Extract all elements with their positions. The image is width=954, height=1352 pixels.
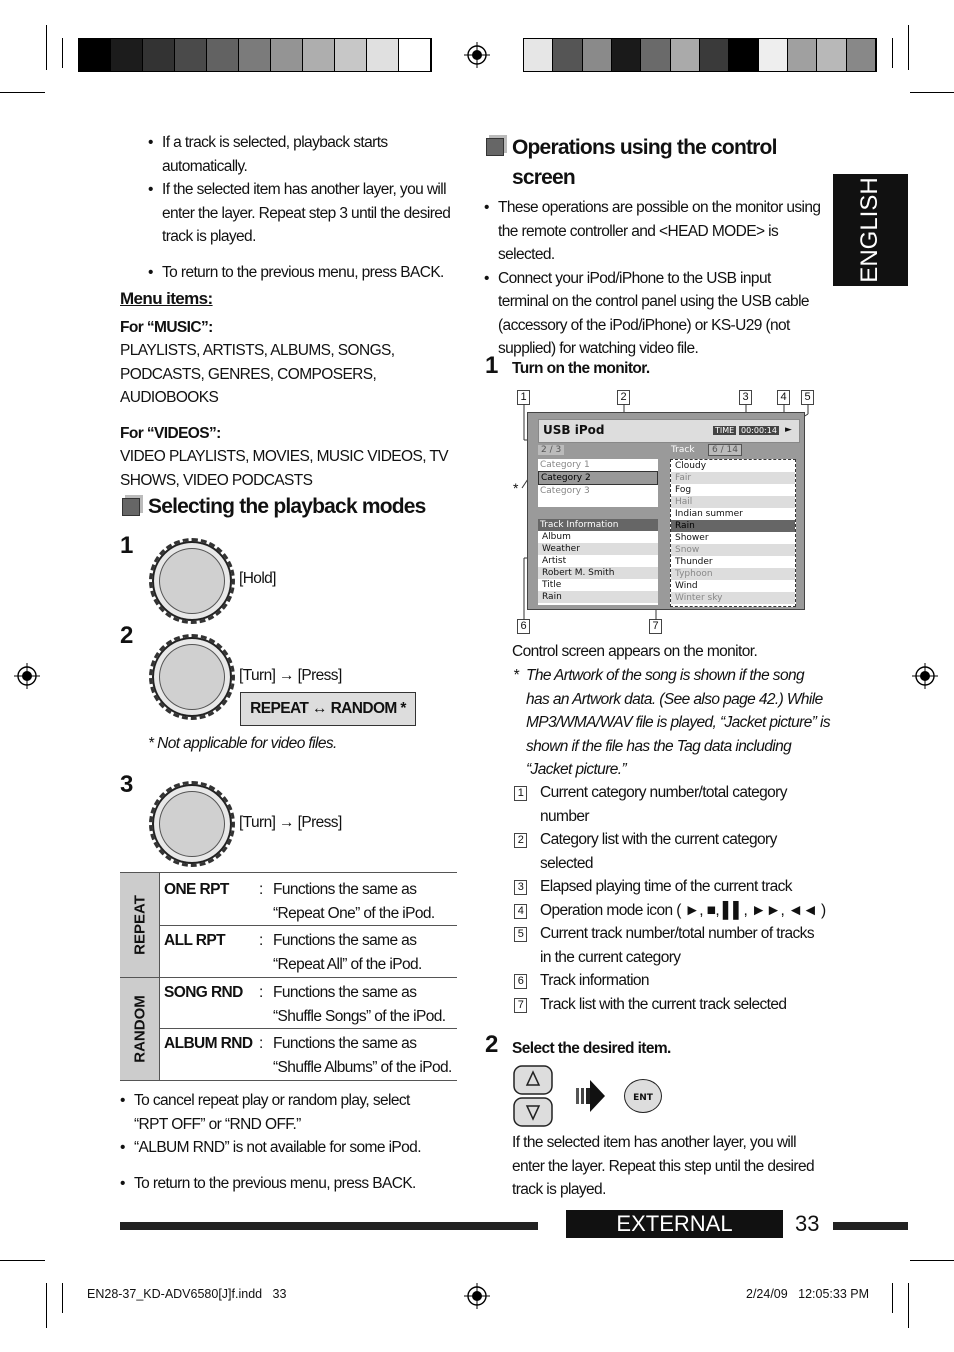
- section-title-control-screen: [486, 133, 806, 193]
- random-group: [120, 978, 159, 1080]
- color-swatch: [847, 39, 876, 71]
- music-items: PLAYLISTS, ARTISTS, ALBUMS, SONGS, PODCASTS, GENRES, COMPOSERS, AUDIOBOOKS: [120, 342, 395, 406]
- registration-mark-icon: [14, 663, 40, 689]
- legend-item: [512, 922, 827, 969]
- color-swatch: [79, 39, 111, 71]
- track-count: 6 / 14: [708, 444, 742, 456]
- category-list: [538, 459, 658, 507]
- up-button-icon: [512, 1064, 554, 1096]
- category-count: 2 / 3: [538, 445, 564, 455]
- step-number: 1: [120, 532, 134, 559]
- callout-number: 7: [649, 619, 662, 634]
- legend-item: [512, 781, 827, 828]
- list-item[interactable]: Category 2: [538, 471, 658, 485]
- track-list-item[interactable]: Fair: [671, 472, 795, 484]
- list-item: Title: [542, 580, 562, 590]
- repeat-group-label: REPEAT: [131, 895, 149, 955]
- mode-desc: Functions the same as “Shuffle Albums” of the iPod.: [273, 1035, 452, 1076]
- color-swatch: [729, 39, 758, 71]
- legend-number: 5: [514, 927, 527, 942]
- print-file: EN28-37_KD-ADV6580[J]f.indd 33: [87, 1287, 287, 1301]
- track-list-item[interactable]: Thunder: [675, 557, 713, 567]
- registration-mark-icon: [464, 42, 490, 68]
- bullet-text: If the selected item has another layer, you will enter the layer. Repeat step 3 until the desired track is played.: [162, 181, 451, 245]
- mode-row: [164, 929, 454, 976]
- track-list-item[interactable]: Hail: [671, 496, 795, 508]
- registration-mark-icon: [912, 663, 938, 689]
- list-item: • These operations are possible on the monitor using the remote controller and <HEAD MODE> is selected.: [484, 199, 821, 263]
- color-swatch: [612, 39, 641, 71]
- list-item: • Connect your iPod/iPhone to the USB input terminal on the control panel using the USB cable (accessory of the iPod/iPhone) or KS-U29 (not supplied) for watching video file.: [484, 269, 809, 357]
- color-swatch: [524, 39, 553, 71]
- mode-colon: :: [259, 932, 263, 949]
- top-bullets: [148, 131, 458, 284]
- mode-name: ONE RPT: [164, 881, 229, 898]
- legend-item: [512, 875, 827, 899]
- random-group-label: RANDOM: [131, 995, 149, 1063]
- legend-text: Current track number/total number of tracks in the current category: [540, 925, 814, 966]
- mode-desc: Functions the same as “Shuffle Songs” of the iPod.: [273, 984, 446, 1025]
- mode-desc: Functions the same as “Repeat One” of the iPod.: [273, 881, 435, 922]
- step-number: 3: [120, 771, 134, 798]
- step-title: Turn on the monitor.: [512, 360, 650, 377]
- color-bar-left: [78, 38, 432, 72]
- color-swatch: [303, 39, 335, 71]
- mode-colon: :: [259, 881, 263, 898]
- legend-text: Track information: [540, 972, 649, 989]
- footer-bar-left: [120, 1222, 538, 1230]
- color-swatch: [239, 39, 271, 71]
- legend-number: 3: [514, 880, 527, 895]
- legend-number: 1: [514, 786, 527, 801]
- list-item[interactable]: Category 3: [540, 486, 590, 496]
- bullet-text: To return to the previous menu, press BACK.: [134, 1174, 416, 1192]
- track-list-item[interactable]: Winter sky: [671, 592, 795, 604]
- control-dial-icon: [152, 784, 232, 864]
- callout-number: 5: [801, 390, 814, 405]
- legend-text: Current category number/total category number: [540, 784, 787, 825]
- legend-text: Track list with the current track selected: [540, 995, 787, 1013]
- time-label: TIME: [715, 426, 735, 435]
- final-text: If the selected item has another layer, you will enter the layer. Repeat this step until the desired track is played.: [512, 1134, 814, 1198]
- page-number: 33: [795, 1211, 820, 1236]
- legend-item: [512, 993, 827, 1017]
- play-mode-icon: ►: [785, 425, 792, 435]
- control-dial-icon: [152, 637, 232, 717]
- track-list-item[interactable]: Shower: [675, 533, 709, 543]
- list-item: • If the selected item has another layer, you will enter the layer. Repeat step 3 until the desired track is played.: [148, 181, 451, 245]
- modes-table: [120, 872, 457, 1081]
- arrow-right-icon: [574, 1076, 606, 1116]
- control-screen-bullets: [484, 196, 824, 361]
- artwork-note-text: The Artwork of the song is shown if the song has an Artwork data. (See also page 42.) While MP3/WMA/WAV file is played, “Jacket picture” is shown if the file has the Tag data including “Jacket picture.”: [526, 667, 830, 778]
- bullet-text: These operations are possible on the monitor using the remote controller and <HEAD MODE> is selected.: [498, 199, 821, 263]
- screen-header: [538, 419, 800, 443]
- callout-number: 2: [617, 390, 630, 405]
- color-swatch: [271, 39, 303, 71]
- list-item: • If a track is selected, playback starts automatically.: [148, 134, 388, 175]
- track-list-item[interactable]: Fog: [675, 485, 692, 495]
- repeat-random-box: REPEAT ↔ RANDOM *: [240, 692, 416, 726]
- monitor-screen: [527, 412, 805, 610]
- section-title-playback-modes: [122, 495, 426, 519]
- legend-item: [512, 969, 827, 993]
- color-swatch: [553, 39, 582, 71]
- track-info: [538, 519, 658, 605]
- language-tab-label: ENGLISH: [856, 177, 883, 283]
- list-item: Weather: [538, 543, 658, 555]
- control-screen-text: Control screen appears on the monitor.: [512, 643, 758, 660]
- mode-name: ALBUM RND: [164, 1035, 253, 1052]
- color-swatch: [207, 39, 239, 71]
- mode-row: [164, 878, 454, 925]
- step-title: Select the desired item.: [512, 1040, 671, 1057]
- step-number: 1: [485, 352, 499, 379]
- bottom-bullets: [120, 1089, 430, 1195]
- hold-label: [Hold]: [239, 570, 276, 587]
- turn-press-label: [Turn] → [Press]: [239, 667, 342, 684]
- callout-number: 6: [517, 619, 530, 634]
- color-swatch: [583, 39, 612, 71]
- bullet-text: “ALBUM RND” is not available for some iPod.: [134, 1139, 421, 1156]
- color-swatch: [111, 39, 143, 71]
- step-number: 2: [485, 1031, 499, 1058]
- color-swatch: [788, 39, 817, 71]
- callout-number: 1: [517, 390, 530, 405]
- control-dial-icon: [152, 541, 232, 621]
- track-list-item[interactable]: Wind: [675, 581, 698, 591]
- legend-number: 4: [514, 904, 527, 919]
- list-item[interactable]: Category 1: [540, 460, 590, 470]
- color-swatch: [175, 39, 207, 71]
- list-item: • To return to the previous menu, press BACK.: [120, 1174, 416, 1192]
- track-info-title: Track Information: [538, 519, 658, 531]
- color-swatch: [641, 39, 670, 71]
- color-swatch: [817, 39, 846, 71]
- legend-text: Category list with the current category selected: [540, 831, 777, 872]
- footer-bar-right: [833, 1222, 908, 1230]
- repeat-group: [120, 873, 159, 978]
- list-item: • To cancel repeat play or random play, select “RPT OFF” or “RND OFF.”: [120, 1092, 410, 1133]
- legend-number: 6: [514, 974, 527, 989]
- callout-number: 3: [739, 390, 752, 405]
- legend-item: [512, 899, 827, 923]
- print-date: 2/24/09 12:05:33 PM: [746, 1287, 870, 1301]
- bullet-text: To cancel repeat play or random play, select “RPT OFF” or “RND OFF.”: [134, 1092, 410, 1133]
- track-list-item[interactable]: Snow: [671, 544, 795, 556]
- menu-items-block: [120, 287, 455, 492]
- section-title-text: Operations using the control screen: [512, 136, 777, 189]
- videos-items: VIDEO PLAYLISTS, MOVIES, MUSIC VIDEOS, TV SHOWS, VIDEO PODCASTS: [120, 448, 448, 489]
- down-button-icon: [512, 1096, 554, 1128]
- ent-button: [624, 1079, 662, 1113]
- color-swatch: [700, 39, 729, 71]
- mode-desc: Functions the same as “Repeat All” of the iPod.: [273, 932, 422, 973]
- color-swatch: [399, 39, 431, 71]
- list-item: Album: [542, 532, 571, 542]
- bullet-text: Connect your iPod/iPhone to the USB input terminal on the control panel using the USB cable (accessory of the iPod/iPhone) or KS-U29 (not supplied) for watching video file.: [498, 269, 809, 357]
- legend-item: [512, 828, 827, 875]
- source-label: USB iPod: [543, 423, 605, 437]
- track-list: [670, 459, 796, 607]
- list-item: • “ALBUM RND” is not available for some iPod.: [120, 1139, 421, 1156]
- bullet-text: If a track is selected, playback starts automatically.: [162, 134, 388, 175]
- turn-press-label: [Turn] → [Press]: [239, 814, 342, 831]
- callout-number: 4: [777, 390, 790, 405]
- color-bar-right: [523, 38, 877, 72]
- ent-label: ENT: [633, 1093, 653, 1103]
- videos-label: For “VIDEOS”:: [120, 424, 221, 442]
- legend-text: Operation mode icon ( ►, ■, ▌▌, ►►, ◄◄ ): [540, 901, 826, 919]
- mode-row: [164, 981, 454, 1028]
- footer-section-label: EXTERNAL DEVICES: [566, 1210, 783, 1238]
- color-swatch: [759, 39, 788, 71]
- color-swatch: [335, 39, 367, 71]
- bullet-text: To return to the previous menu, press BACK.: [162, 263, 444, 281]
- section-square-icon: [122, 498, 140, 516]
- step-number: 2: [120, 622, 134, 649]
- music-label: For “MUSIC”:: [120, 318, 213, 336]
- track-label: Track: [671, 445, 695, 455]
- color-swatch: [143, 39, 175, 71]
- menu-items-heading: Menu items:: [120, 289, 213, 308]
- mode-name: SONG RND: [164, 984, 243, 1001]
- legend-number: 7: [514, 998, 527, 1013]
- color-swatch: [367, 39, 399, 71]
- legend-number: 2: [514, 833, 527, 848]
- mode-colon: :: [259, 984, 263, 1001]
- list-item: Artist: [542, 556, 567, 566]
- track-list-item[interactable]: Indian summer: [675, 509, 743, 519]
- video-note: * Not applicable for video files.: [148, 735, 337, 752]
- legend-text: Elapsed playing time of the current track: [540, 878, 792, 895]
- note-asterisk: *: [513, 667, 519, 684]
- list-item: Rain: [538, 591, 658, 603]
- language-tab: [833, 174, 908, 286]
- artwork-note: [512, 664, 830, 782]
- section-square-icon: [486, 138, 504, 156]
- list-item: Robert M. Smith: [538, 567, 658, 579]
- legend-list: [512, 781, 827, 1016]
- track-list-item[interactable]: Rain: [671, 520, 795, 532]
- registration-mark-icon: [464, 1283, 490, 1309]
- mode-name: ALL RPT: [164, 932, 225, 949]
- mode-colon: :: [259, 1035, 263, 1052]
- asterisk-marker: *: [513, 480, 519, 496]
- list-item: • To return to the previous menu, press BACK.: [148, 263, 444, 281]
- mode-row: [164, 1032, 454, 1079]
- track-list-item[interactable]: Cloudy: [675, 461, 707, 471]
- color-swatch: [671, 39, 700, 71]
- section-title-text: Selecting the playback modes: [148, 495, 426, 518]
- time-value: 00:00:14: [741, 426, 777, 435]
- track-list-item[interactable]: Typhoon: [671, 568, 795, 580]
